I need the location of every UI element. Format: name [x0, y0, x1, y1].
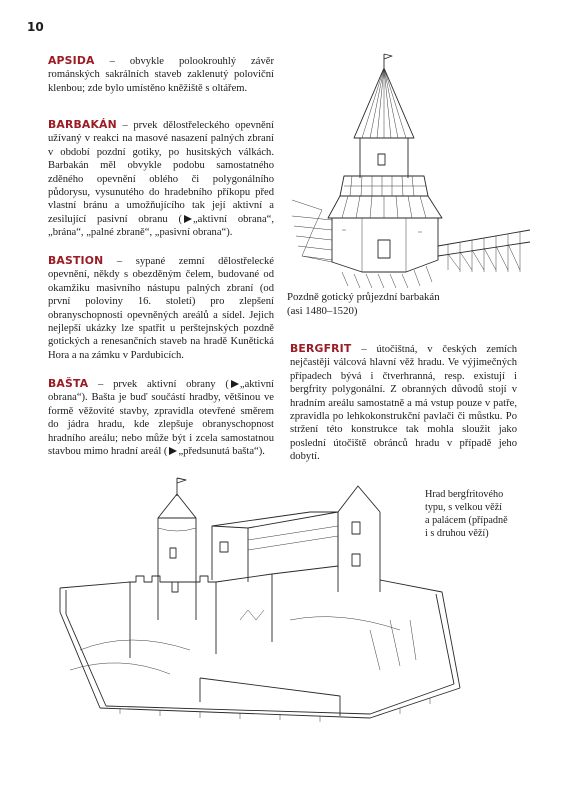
- entry-bergfrit: [290, 342, 517, 464]
- cross-reference-arrow-icon: [169, 447, 177, 455]
- definition-basta-end: ).: [258, 446, 265, 458]
- term-barbakan: BARBAKÁN: [48, 118, 117, 131]
- castle-caption: [425, 488, 535, 540]
- term-bastion: BASTION: [48, 254, 104, 267]
- cross-reference-arrow-icon: [231, 380, 239, 388]
- castle-caption-line1: Hrad bergfritového: [425, 489, 504, 500]
- definition-bastion: – sypané zemní dělostřelecké opevnění, někdy s obezděným čelem, budované od okamžiku masivního nástupu palných zbraní (od první poloviny 16. století) pro zlepšení obranyschopnosti opevněných areálů a sídel. Jejich nejlepší ukázky lze spatřit u perštejnských pozdně gotických a renesančních staveb na hradě Kunětická Hora a na zámku v Pardubicích.: [48, 256, 274, 361]
- barbakan-illustration: [282, 50, 532, 290]
- cross-reference-arrow-icon: [184, 215, 192, 223]
- castle-caption-line3: a palácem (případně: [425, 515, 508, 526]
- term-bergfrit: BERGFRIT: [290, 342, 352, 355]
- definition-basta-part2: ). Bašta je buď součástí hradby, většinou ve formě věžovité stavby, zpravidla otevřené směrem do jádra hradu, kde zlepšuje obranyschopnost hradního areálu; nebo může být i zcela samostatnou stavbou mimo hradní areál (: [48, 392, 274, 458]
- barbakan-caption-line1: Pozdně gotický průjezdní barbakán: [287, 291, 440, 303]
- castle-caption-line4: i s druhou věží): [425, 528, 489, 539]
- definition-barbakan: – prvek dělostřeleckého opevnění užívaný v reakci na masové nasazení palných zbraní v období pozdní gotiky, po husitských válkách. Barbakán měl obvykle podobu samostatného zděného opevnění oblého či polygonálního půdorysu, vysunutého do hradebního příkopu před vlastní bránu a umožňujícího tak její aktivní a zesilující pasivní obranu (: [48, 120, 274, 225]
- barbakan-caption-line2: (asi 1480–1520): [287, 304, 358, 317]
- term-apsida: APSIDA: [48, 54, 95, 67]
- definition-barbakan-end: ).: [226, 227, 233, 239]
- barbakan-caption: [287, 291, 527, 318]
- entry-barbakan: [48, 118, 274, 240]
- cross-references-barbakan: „aktivní obrana“, „brána“, „palné zbraně“, „pasivní obrana“: [48, 213, 274, 239]
- castle-caption-line2: typu, s velkou věží: [425, 502, 502, 513]
- entry-bastion: [48, 254, 274, 362]
- definition-basta-part1: – prvek aktivní obrany (: [88, 379, 229, 390]
- definition-bergfrit: – útočištná, v českých zemích nejčastěji válcová hlavní věž hradu. Ve výjimečných případech bývá i čtverhranná, resp. existují i bergfrity polygonální. Z obranných důvodů stojí v hradním areálu samostatně a má vstup pouze v patře, zpravidla po lehkokonstrukční pavlači či můstku. Po stržení této konstrukce tak mohla sloužit jako poslední útočiště obránců hradu v případě jeho dobytí.: [290, 344, 517, 463]
- entry-apsida: [48, 54, 274, 95]
- definition-apsida: – obvykle polookrouhlý závěr románských sakrálních staveb zaklenutý poloviční klenbou; zde bylo umístěno kněžiště s oltářem.: [48, 56, 274, 94]
- cross-reference-aktivni-obrana: „aktivní obrana“: [48, 379, 274, 404]
- page-number: 10: [27, 20, 44, 34]
- term-basta: BAŠTA: [48, 377, 89, 390]
- entry-basta: [48, 377, 274, 458]
- cross-reference-predsunuta-basta: „předsunutá bašta“: [178, 446, 259, 458]
